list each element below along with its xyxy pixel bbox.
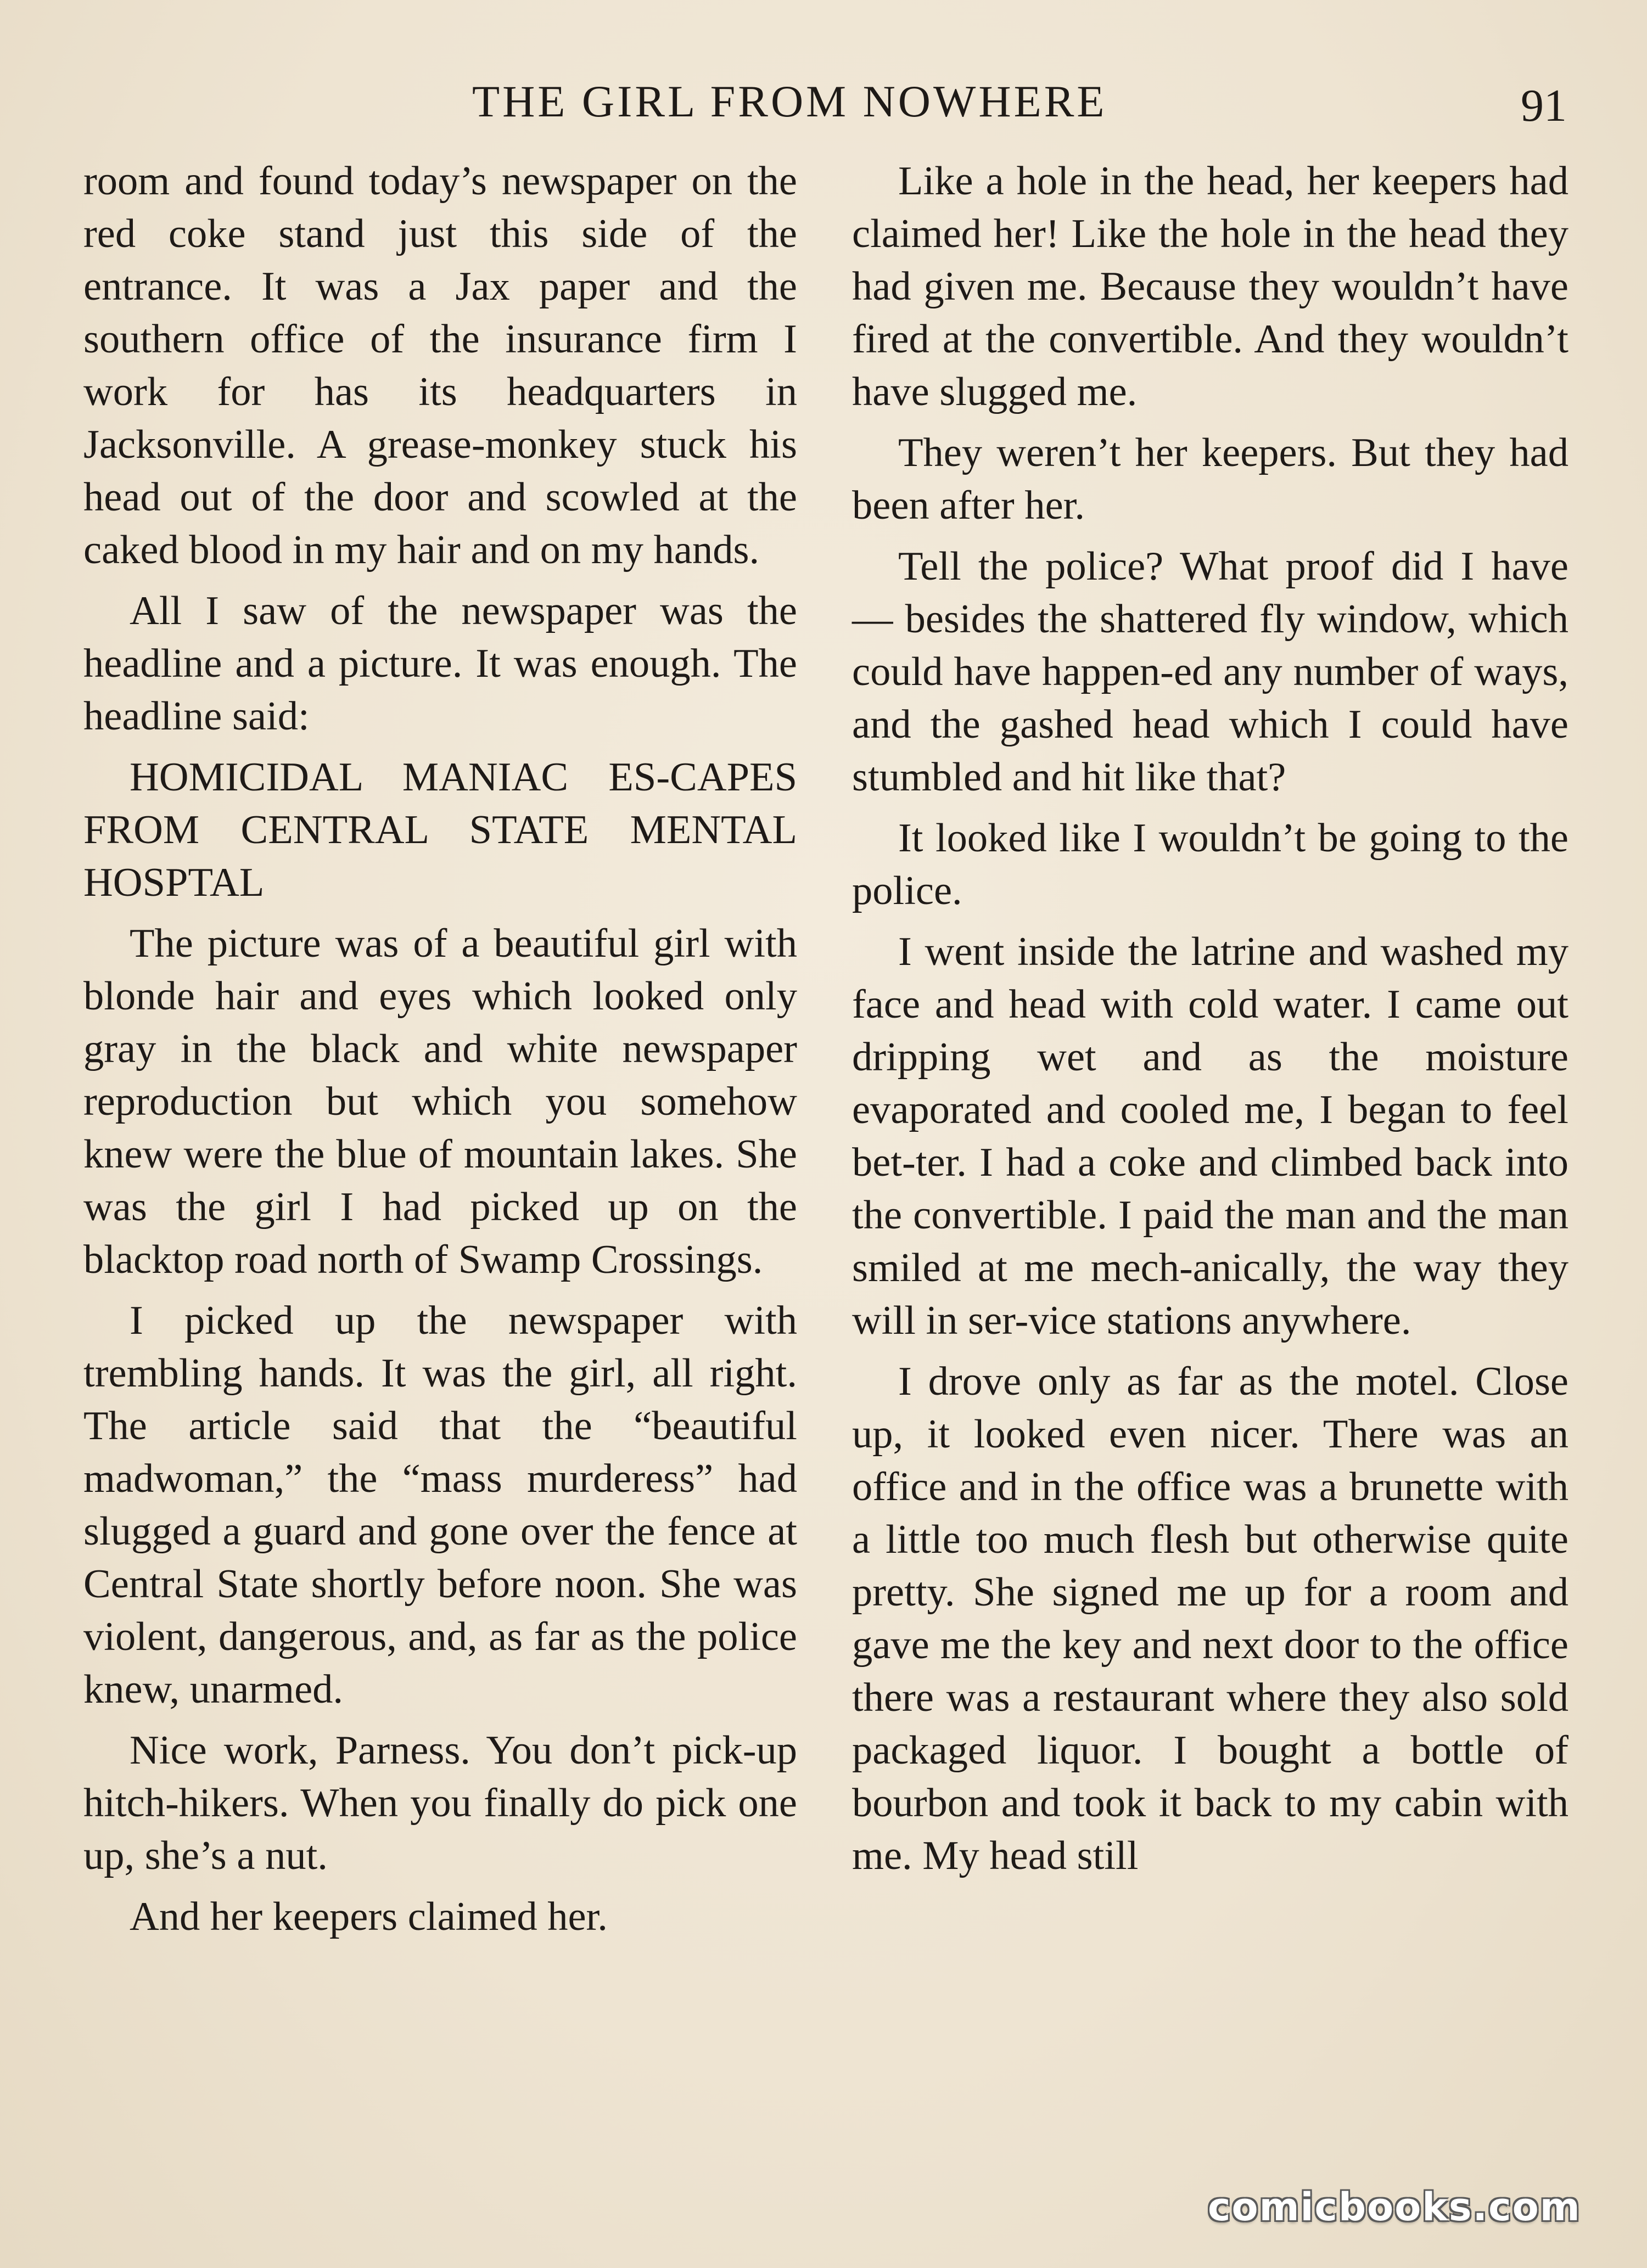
paragraph: I drove only as far as the motel. Close up, it looked even nicer. There was an office and in the office was a brunette with a little too much flesh but otherwise quite pretty. She signed me up for a room and gave me the key and next door to the office there was a restaurant where they also sold packaged liquor. I bought a bottle of bourbon and took it back to my cabin with me. My head still (852, 1359, 1568, 1878)
paragraph: I picked up the newspaper with trembling hands. It was the girl, all right. The article said that the “beautiful madwoman,” the “mass murderess” had slugged a guard and gone over the fence at Central State shortly before noon. She was violent, dangerous, and, as far as the police knew, unarmed. (83, 1298, 797, 1712)
running-title: THE GIRL FROM NOWHERE (472, 76, 1107, 126)
right-column (852, 155, 1568, 2186)
paragraph: room and found today’s newspaper on the red coke stand just this side of the entrance. It was a Jax paper and the southern office of the insurance firm I work for has its headquarters in Jacksonville. A grease-monkey stuck his head out of the door and scowled at the caked blood in my hair and on my hands. (83, 159, 797, 572)
paragraph: They weren’t her keepers. But they had been after her. (852, 430, 1568, 528)
paragraph: It looked like I wouldn’t be going to the police. (852, 816, 1568, 913)
paragraph: And her keepers claimed her. (130, 1894, 608, 1939)
paragraph: All I saw of the newspaper was the headline and a picture. It was enough. The headline said: (83, 588, 797, 739)
watermark-logo: comicbooks.com (1208, 2185, 1581, 2230)
paragraph: I went inside the latrine and washed my face and head with cold water. I came out dripping wet and as the moisture evaporated and cooled me, I began to feel bet-ter. I had a coke and climbed back into the convertible. I paid the man and the man smiled at me mech-anically, the way they will in ser-vice stations anywhere. (852, 929, 1568, 1343)
running-head (0, 66, 1647, 132)
newspaper-headline: HOMICIDAL MANIAC ES-CAPES FROM CENTRAL STATE MENTAL HOSPTAL (83, 755, 797, 905)
page-number: 91 (1521, 80, 1567, 131)
paragraph: The picture was of a beautiful girl with blonde hair and eyes which looked only gray in the black and white newspaper reproduction but which you somehow knew were the blue of mountain lakes. She was the girl I had picked up on the blacktop road north of Swamp Crossings. (83, 921, 797, 1282)
paragraph: Tell the police? What proof did I have — besides the shattered fly window, which could have happen-ed any number of ways, and the gashed head which I could have stumbled and hit like that? (852, 544, 1568, 800)
paragraph: Nice work, Parness. You don’t pick-up hitch-hikers. When you finally do pick one up, she’s a nut. (83, 1728, 797, 1878)
paragraph: Like a hole in the head, her keepers had claimed her! Like the hole in the head they had given me. Because they wouldn’t have fired at the convertible. And they wouldn’t have slugged me. (852, 159, 1568, 414)
left-column (83, 155, 797, 2186)
